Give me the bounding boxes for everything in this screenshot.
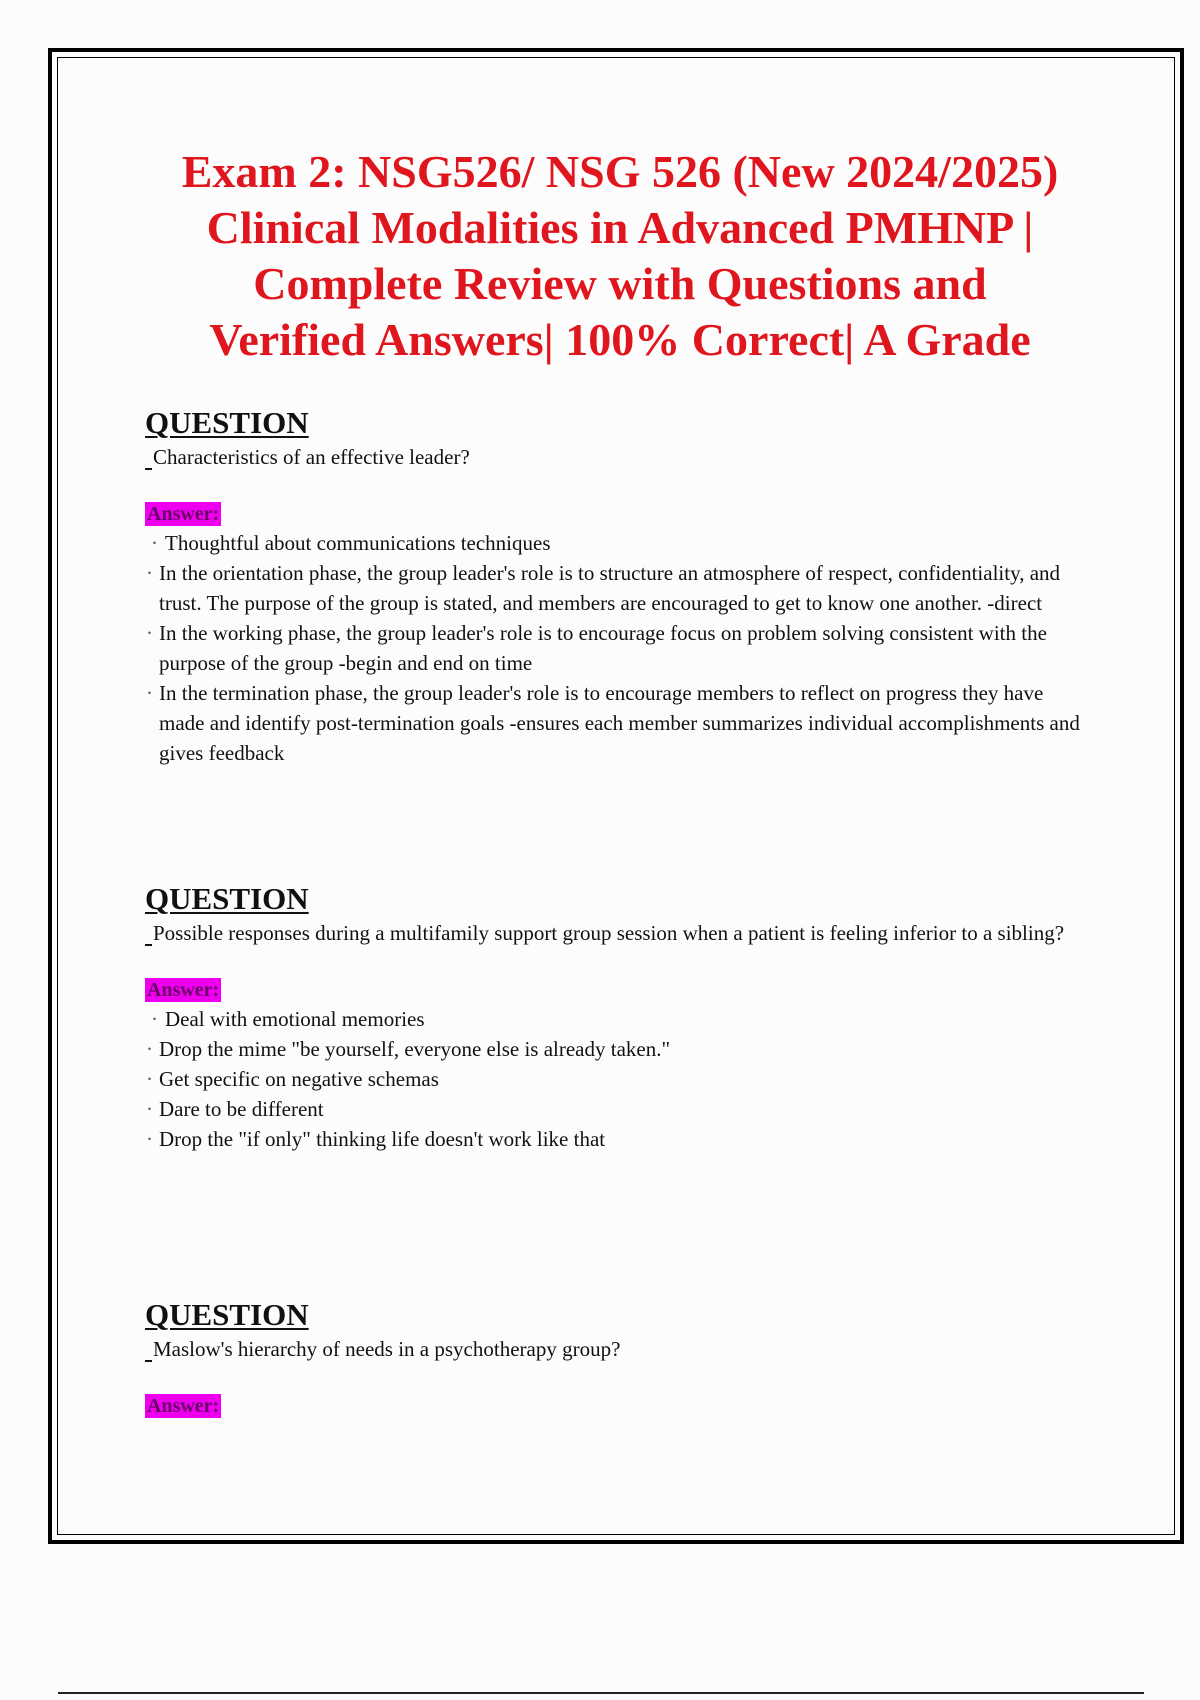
answer-item: · In the working phase, the group leader's role is to encourage focus on problem solving consistent with the purpose of the group -begin and end on time [145,618,1085,678]
question-block-1 [145,406,1085,768]
question-text [145,442,1085,472]
question-block-2 [145,882,1085,1154]
answer-label: Answer: [147,1395,220,1417]
answer-label: Answer: [147,503,220,525]
question-text [145,918,1085,948]
answer-list [145,528,1085,768]
answer-item: · Get specific on negative schemas [145,1064,1085,1094]
title-line: Verified Answers| 100% Correct| A Grade [209,314,1031,365]
title-line: Complete Review with Questions and [253,258,987,309]
bottom-divider [58,1692,1144,1694]
answer-item: · In the termination phase, the group leader's role is to encourage members to reflect on progress they have made and identify post-termination goals -ensures each member summarizes individual accomplishments and gives feedback [145,678,1085,768]
title-line: Exam 2: NSG526/ NSG 526 (New 2024/2025) [181,146,1059,197]
question-block-3 [145,1298,1085,1418]
document-title [100,144,1140,368]
answer-item: · Drop the "if only" thinking life doesn't work like that [145,1124,1085,1154]
question-heading: QUESTION [145,1297,309,1332]
answer-item: · Drop the mime "be yourself, everyone else is already taken." [145,1034,1085,1064]
question-text [145,1334,1085,1364]
answer-list [145,1004,1085,1154]
question-text-content: Possible responses during a multifamily support group session when a patient is feeling inferior to a sibling? [153,921,1065,945]
answer-item: · In the orientation phase, the group leader's role is to structure an atmosphere of respect, confidentiality, and trust. The purpose of the group is stated, and members are encouraged to get to know one another. -direct [145,558,1085,618]
answer-item: · Deal with emotional memories [145,1004,1085,1034]
question-text-content: Maslow's hierarchy of needs in a psychotherapy group? [153,1337,621,1361]
title-line: Clinical Modalities in Advanced PMHNP | [206,202,1034,253]
question-text-content: Characteristics of an effective leader? [153,445,470,469]
question-heading: QUESTION [145,881,309,916]
answer-item: · Dare to be different [145,1094,1085,1124]
answer-label: Answer: [147,979,220,1001]
answer-item: · Thoughtful about communications techniques [145,528,1085,558]
question-heading: QUESTION [145,405,309,440]
